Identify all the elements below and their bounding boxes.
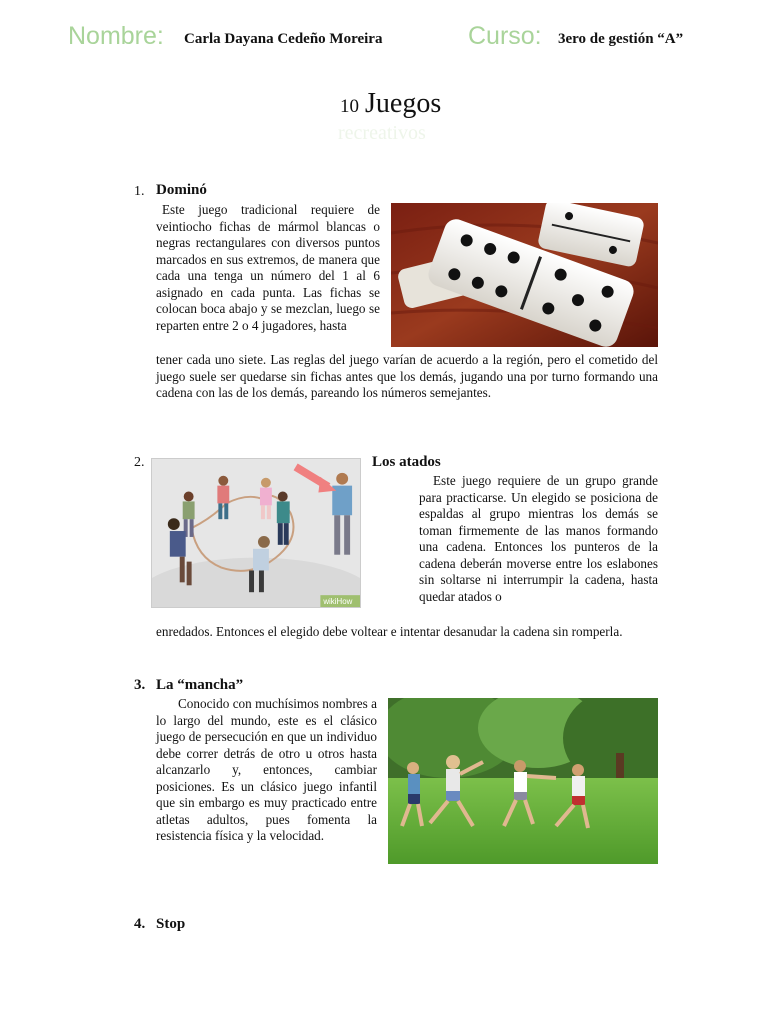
- title-number: 10: [340, 96, 359, 117]
- section-2-title: Los atados: [372, 454, 441, 470]
- section-2-wrap-text: Este juego requiere de un grupo grande para practicarse. Un elegido se posiciona de espaldas al grupo mientras los demás se toman firmemente de las manos formando una cadena. Entonces los punteros de la cadena deberán moverse entre los eslabones sin soltarse ni interrumpir la cadena, hasta quedar atados o: [419, 473, 658, 604]
- section-4-number: 4.: [134, 916, 146, 932]
- atados-image: [151, 458, 361, 608]
- curso-label: Curso:: [468, 22, 542, 50]
- curso-value: 3ero de gestión “A”: [558, 31, 684, 47]
- section-1-title: Dominó: [156, 182, 207, 198]
- section-2-full-text: enredados. Entonces el elegido debe voltear e intentar desanudar la cadena sin romperla.: [156, 624, 623, 639]
- section-3-wrap-text: Conocido con muchísimos nombres a lo largo del mundo, este es el clásico juego de persecución en que un individuo debe correr detrás de otro u otros hasta alcanzarlo y, entonces, cambiar posiciones. Es un clásico juego infantil que sin embargo es muy practicado entre atletas adultos, pues fomenta la resistencia física y la velocidad.: [156, 696, 377, 843]
- section-2-number: 2.: [134, 455, 145, 470]
- nombre-value: Carla Dayana Cedeño Moreira: [184, 31, 383, 47]
- section-3-title: La “mancha”: [156, 677, 244, 693]
- page-title: [340, 88, 441, 120]
- wikihow-watermark: wikiHow: [323, 597, 353, 607]
- mancha-image: [388, 698, 658, 864]
- section-1-wrap-text: Este juego tradicional requiere de veintiocho fichas de mármol blancas o negras rectangulares con diversos puntos marcados en sus extremos, de manera que cada una tenga un número del 1 al 6 asignado en cada punta. Las fichas se colocan boca abajo y se mezclan, luego se reparten entre 2 o 4 jugadores, hasta: [156, 202, 380, 333]
- section-3-number: 3.: [134, 677, 146, 693]
- title-main-text: Juegos: [365, 88, 442, 119]
- page-subtitle: recreativos: [338, 122, 426, 144]
- nombre-label: Nombre:: [68, 22, 164, 50]
- domino-image: [391, 203, 658, 347]
- section-4-title: Stop: [156, 916, 186, 932]
- section-1-number: 1.: [134, 184, 145, 199]
- section-1-full-text: tener cada uno siete. Las reglas del juego varían de acuerdo a la región, pero el cometido del juego suele ser quedarse sin fichas antes que los demás, jugando una por turno formando una cadena con las de los demás, pareando los números semejantes.: [156, 352, 658, 400]
